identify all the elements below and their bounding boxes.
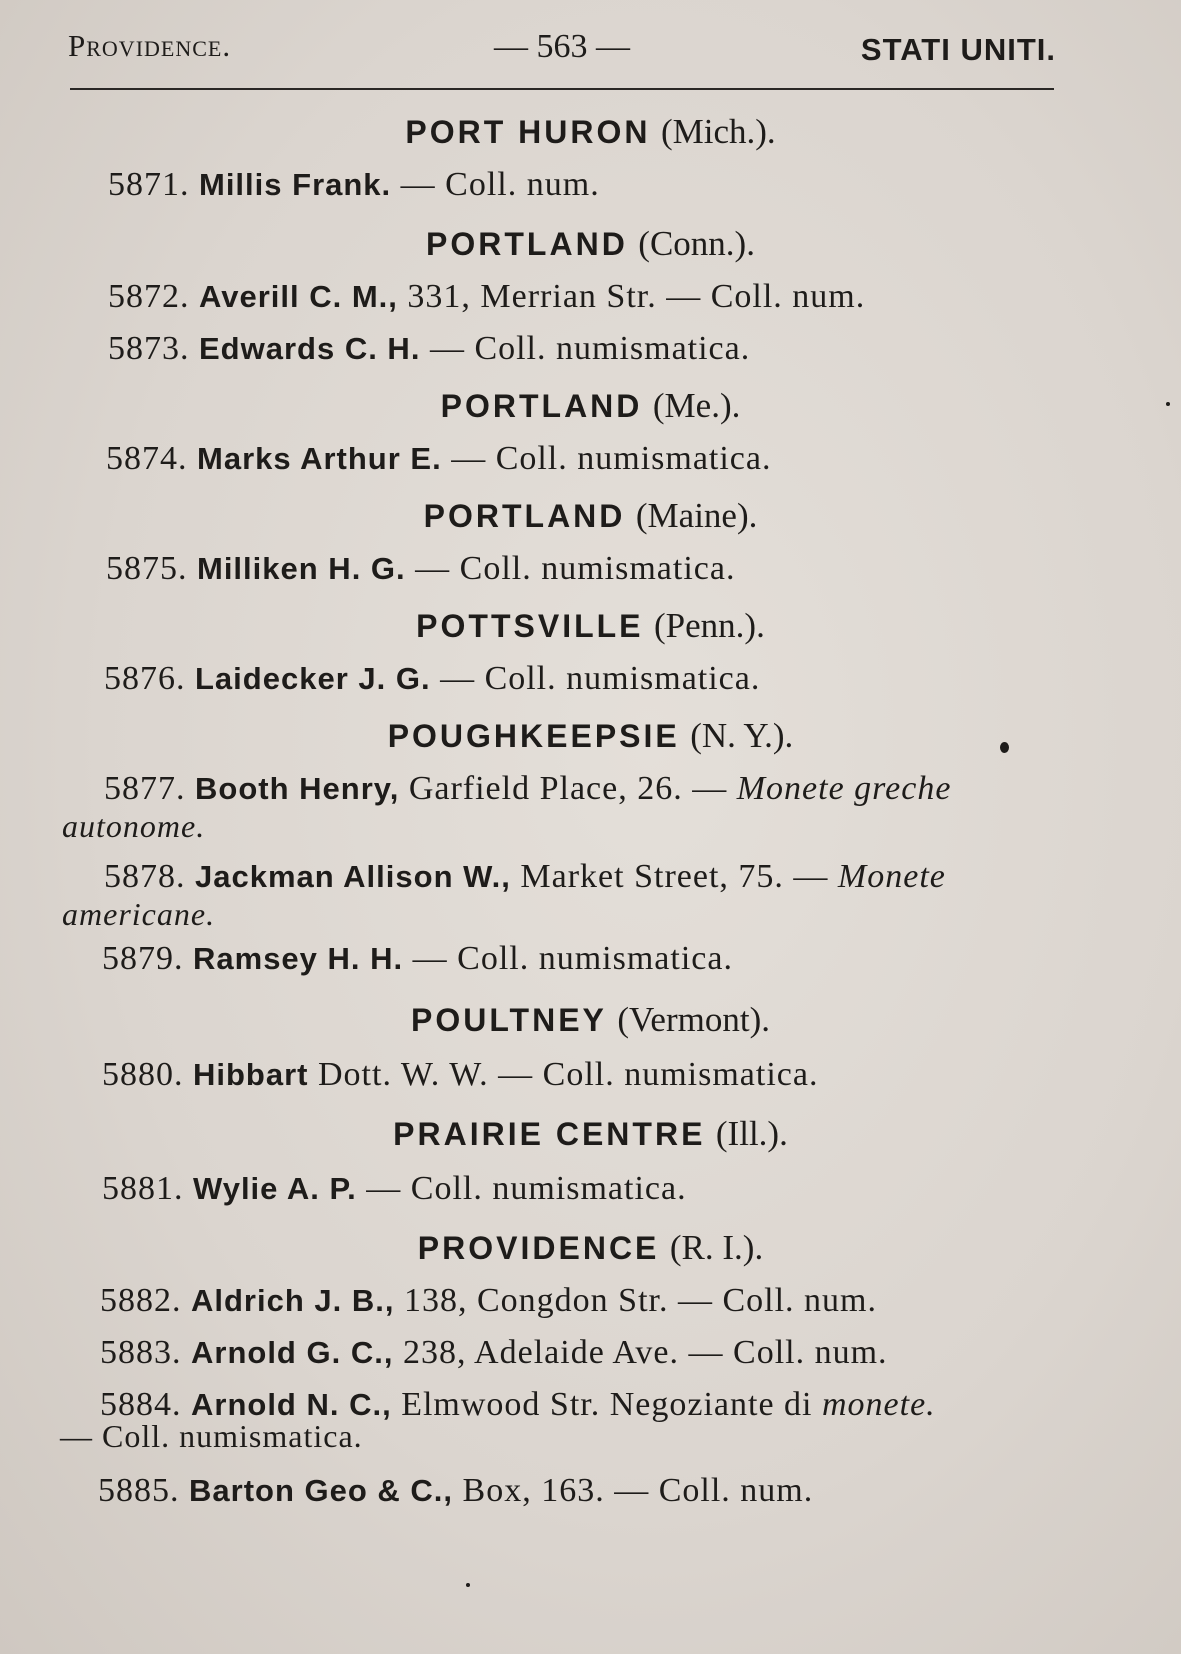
list-item: 5877. Booth Henry, Garfield Place, 26. — Monete greche [104, 770, 952, 807]
list-item: 5876. Laidecker J. G. — Coll. numismatica. [104, 660, 761, 697]
running-head-right: STATI UNITI. [860, 32, 1056, 67]
city-heading: PORT HURON (Mich.). [405, 112, 776, 151]
ink-speck [466, 1583, 470, 1587]
city-heading: POUGHKEEPSIE (N. Y.). [387, 716, 794, 755]
city-heading: PORTLAND (Me.). [440, 386, 741, 425]
city-heading: POULTNEY (Vermont). [411, 1000, 770, 1039]
list-item: 5875. Milliken H. G. — Coll. numismatica. [106, 550, 736, 587]
list-item: 5872. Averill C. M., 331, Merrian Str. — Coll. num. [108, 278, 866, 315]
city-heading: PORTLAND (Maine). [423, 496, 758, 535]
list-item: 5873. Edwards C. H. — Coll. numismatica. [108, 330, 751, 367]
entry-continuation: americane. [62, 896, 216, 932]
list-item: 5871. Millis Frank. — Coll. num. [108, 166, 600, 203]
ink-speck [1000, 742, 1009, 753]
list-item: 5884. Arnold N. C., Elmwood Str. Negoziante di monete. [100, 1386, 936, 1423]
list-item: 5880. Hibbart Dott. W. W. — Coll. numismatica. [102, 1056, 819, 1093]
entry-continuation: autonome. [62, 808, 206, 844]
list-item: 5874. Marks Arthur E. — Coll. numismatica. [106, 440, 772, 477]
list-item: 5879. Ramsey H. H. — Coll. numismatica. [102, 940, 733, 977]
list-item: 5885. Barton Geo & C., Box, 163. — Coll. num. [98, 1472, 814, 1509]
city-heading: PORTLAND (Conn.). [426, 224, 755, 263]
page-number: — 563 — [494, 28, 630, 65]
list-item: 5881. Wylie A. P. — Coll. numismatica. [102, 1170, 687, 1207]
city-heading: POTTSVILLE (Penn.). [416, 606, 765, 645]
running-head-left: Providence. [68, 28, 232, 63]
list-item: 5883. Arnold G. C., 238, Adelaide Ave. — Coll. num. [100, 1334, 888, 1371]
ink-speck [1166, 402, 1170, 406]
list-item: 5878. Jackman Allison W., Market Street, 75. — Monete [104, 858, 946, 895]
list-item: 5882. Aldrich J. B., 138, Congdon Str. — Coll. num. [100, 1282, 877, 1319]
header-rule [70, 88, 1054, 90]
city-heading: PROVIDENCE (R. I.). [417, 1228, 764, 1267]
city-heading: PRAIRIE CENTRE (Ill.). [393, 1114, 788, 1153]
page-header [68, 28, 1056, 88]
entry-continuation: — Coll. numismatica. [60, 1418, 363, 1454]
